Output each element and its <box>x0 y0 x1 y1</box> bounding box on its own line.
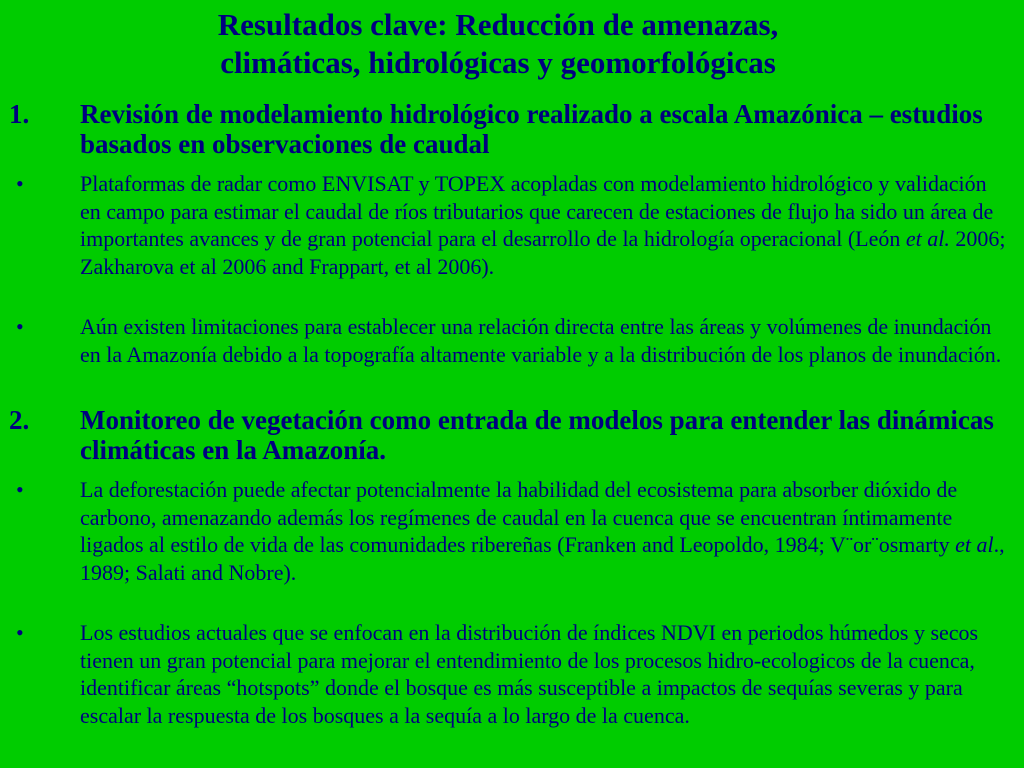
bullet-icon: • <box>16 620 24 645</box>
bullet-text: La deforestación puede afectar potencialmente la habilidad del ecosistema para absorber dióxido de carbono, amenazando además los regímenes de caudal en la cuenca que se encuentran íntimamente ligados al estilo de vida de las comunidades ribereñas (Franken and Leopoldo, 1984; V¨or¨osmarty et al., 1989; Salati and Nobre). <box>80 477 1005 585</box>
title-line-1: Resultados clave: Reducción de amenazas, <box>217 7 779 42</box>
section-2-heading: Monitoreo de vegetación como entrada de modelos para entender las dinámicas climáticas en la Amazonía. <box>80 405 994 465</box>
bullet-text: Plataformas de radar como ENVISAT y TOPEX acopladas con modelamiento hidrológico y validación en campo para estimar el caudal de ríos tributarios que carecen de estaciones de flujo ha sido un área de importantes avances y de gran potencial para el desarrollo de la hidrología operacional (León et al. 2006; Zakharova et al 2006 and Frappart, et al 2006). <box>80 171 1006 279</box>
slide-title <box>0 6 996 82</box>
bullet-text: Aún existen limitaciones para establecer una relación directa entre las áreas y volúmenes de inundación en la Amazonía debido a la topografía altamente variable y a la distribución de los planos de inundación. <box>80 314 1002 367</box>
section-1-heading: Revisión de modelamiento hidrológico realizado a escala Amazónica – estudios basados en observaciones de caudal <box>80 99 983 159</box>
section-2-bullet-2 <box>0 619 1010 729</box>
section-1-bullet-2 <box>0 313 1010 368</box>
bullet-italic: et al <box>955 532 994 557</box>
section-1-number: 1. <box>9 99 30 129</box>
title-line-2: climáticas, hidrológicas y geomorfológicas <box>220 45 776 80</box>
bullet-icon: • <box>16 477 24 502</box>
section-1-heading-item <box>0 99 1010 159</box>
section-2-bullet-1 <box>0 476 1010 586</box>
section-1-bullet-1 <box>0 170 1010 280</box>
bullet-icon: • <box>16 314 24 339</box>
bullet-text: Los estudios actuales que se enfocan en la distribución de índices NDVI en periodos húmedos y secos tienen un gran potencial para mejorar el entendimiento de los procesos hidro-ecologicos de la cuenca, identificar áreas “hotspots” donde el bosque es más susceptible a impactos de sequías severas y para escalar la respuesta de los bosques a la sequía a lo largo de la cuenca. <box>80 620 979 728</box>
bullet-italic: et al. <box>905 226 950 251</box>
section-2-heading-item <box>0 405 1010 465</box>
section-2-number: 2. <box>9 405 30 435</box>
bullet-icon: • <box>16 171 24 196</box>
